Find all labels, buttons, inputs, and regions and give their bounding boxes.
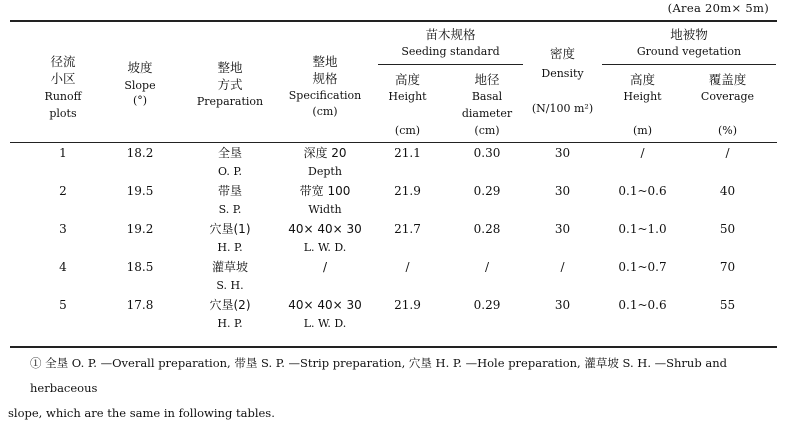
cell-plot: 4: [59, 260, 67, 274]
cell-density: 30: [554, 222, 571, 236]
cell-spec-top: 40× 40× 30: [288, 298, 362, 312]
cell-basal: 0.29: [473, 298, 501, 312]
cell-coverage: /: [725, 146, 730, 160]
cell-coverage: 70: [719, 260, 736, 274]
cell-spec-sub: Depth: [308, 165, 342, 178]
cell-spec-top: 带宽 100: [299, 184, 351, 198]
cell-basal: 0.29: [473, 184, 501, 198]
cell-prep-en: H. P.: [217, 317, 243, 330]
cell-height: /: [405, 260, 410, 274]
cell-spec-sub: L. W. D.: [303, 317, 347, 330]
cell-basal: 0.30: [473, 146, 501, 160]
cell-gheight: 0.1~0.6: [618, 298, 667, 312]
cell-slope: 19.2: [126, 222, 154, 236]
cell-height: 21.9: [394, 184, 421, 198]
cell-coverage: 50: [719, 222, 736, 236]
cell-slope: 17.8: [126, 298, 154, 312]
cell-coverage: 40: [719, 184, 736, 198]
cell-height: 21.9: [394, 298, 421, 312]
cell-plot: 5: [59, 298, 67, 312]
cell-basal: /: [484, 260, 490, 274]
cell-density: 30: [554, 146, 571, 160]
cell-prep-cn: 灌草坡: [211, 260, 248, 274]
footnote-line-1: ① 全垦 O. P. —Overall preparation, 带垦 S. P. —Strip preparation, 穴垦 H. P. —Hole preparation, 灌草坡 S. H. —Shrub and herbaceous: [30, 356, 727, 395]
cell-gheight: 0.1~1.0: [618, 222, 667, 236]
cell-slope: 19.5: [126, 184, 154, 198]
footnote-line-2: slope, which are the same in following tables.: [8, 406, 275, 420]
cell-density: /: [560, 260, 565, 274]
header-bottom-rule: [10, 142, 777, 143]
seeding-subrule: [378, 64, 523, 65]
ground-subrule: [602, 64, 776, 65]
cell-slope: 18.5: [126, 260, 154, 274]
cell-prep-cn: 带垦: [217, 184, 242, 198]
cell-plot: 1: [59, 146, 67, 160]
cell-prep-cn: 穴垦(2): [209, 298, 251, 312]
cell-plot: 2: [59, 184, 67, 198]
cell-basal: 0.28: [473, 222, 501, 236]
cell-spec-top: /: [322, 260, 328, 274]
cell-density: 30: [554, 184, 571, 198]
cell-coverage: 55: [719, 298, 736, 312]
cell-height: 21.7: [394, 222, 421, 236]
top-rule: [10, 20, 777, 22]
cell-prep-en: S. H.: [216, 279, 244, 292]
cell-prep-en: O. P.: [217, 165, 243, 178]
cell-spec-top: 40× 40× 30: [288, 222, 362, 236]
cell-plot: 3: [59, 222, 67, 236]
cell-gheight: /: [640, 146, 645, 160]
cell-spec-sub: Width: [308, 203, 342, 216]
cell-density: 30: [554, 298, 571, 312]
cell-gheight: 0.1~0.7: [618, 260, 667, 274]
cell-spec-top: 深度 20: [303, 146, 347, 160]
cell-height: 21.1: [394, 146, 421, 160]
bottom-rule: [10, 346, 777, 348]
cell-prep-en: H. P.: [217, 241, 243, 254]
cell-slope: 18.2: [126, 146, 154, 160]
cell-prep-cn: 全垦: [217, 146, 242, 160]
cell-spec-sub: L. W. D.: [303, 241, 347, 254]
footnote: [8, 351, 777, 426]
area-note: (Area 20m× 5m): [667, 1, 769, 15]
cell-prep-en: S. P.: [218, 203, 242, 216]
cell-prep-cn: 穴垦(1): [209, 222, 251, 236]
cell-gheight: 0.1~0.6: [618, 184, 667, 198]
